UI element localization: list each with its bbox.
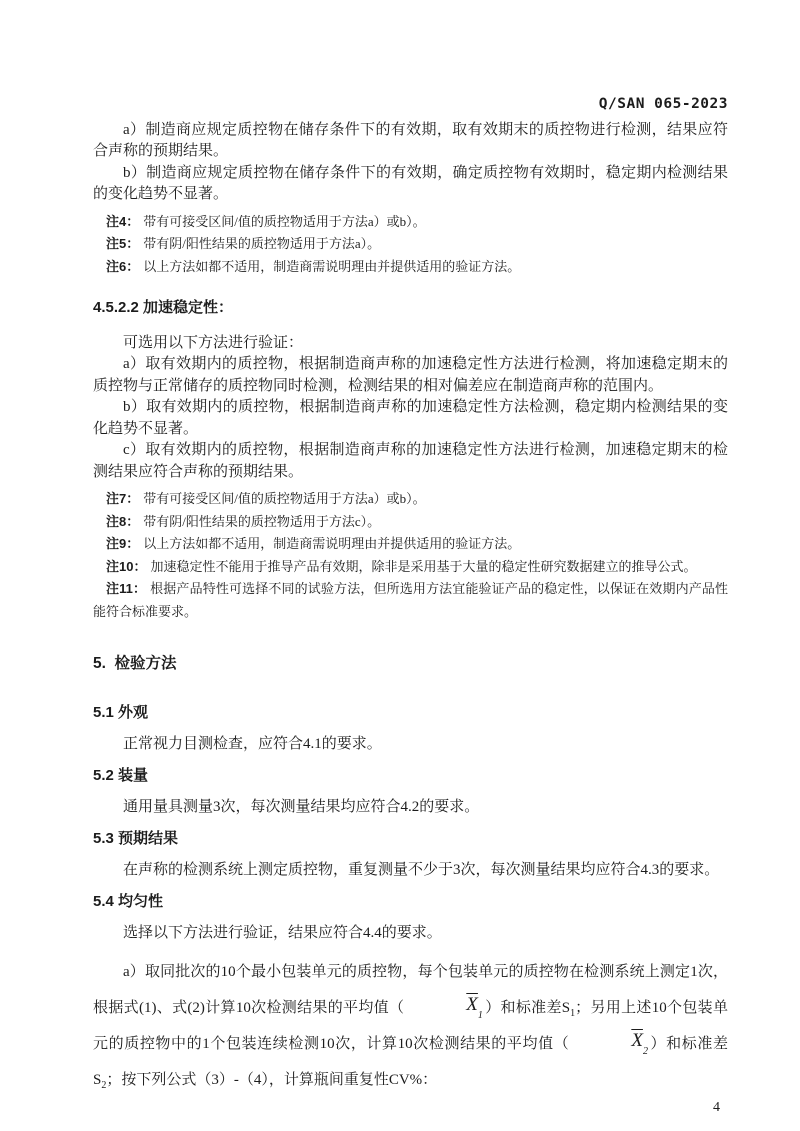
s2-subscript: 2 bbox=[101, 1079, 107, 1091]
note-9-text: 以上方法如都不适用，制造商需说明理由并提供适用的验证方法。 bbox=[143, 536, 521, 551]
paragraph-appearance: 正常视力目测检查，应符合4.1的要求。 bbox=[123, 736, 382, 752]
heading-volume: 5.2 装量 bbox=[93, 766, 149, 784]
note-7-label: 注7： bbox=[106, 491, 140, 506]
note-6-label: 注6： bbox=[106, 258, 140, 274]
note-6-text: 以上方法如都不适用，制造商需说明理由并提供适用的验证方法。 bbox=[143, 258, 521, 274]
paragraph-accelerated-item-a: a）取有效期内的质控物，根据制造商声称的加速稳定性方法进行检测，将加速稳定期末的质控物与正常储存的质控物同时检测，检测结果的相对偏差应在制造商声称的范围内。 bbox=[93, 356, 728, 394]
note-8 bbox=[93, 511, 728, 534]
note-6 bbox=[93, 256, 728, 279]
note-10-text: 加速稳定性不能用于推导产品有效期，除非是采用基于大量的稳定性研究数据建立的推导公式。 bbox=[150, 558, 697, 574]
method-a-text-4: ）和标准差S bbox=[93, 1035, 728, 1088]
xbar-2-symbol: $\overline{X}_2$ bbox=[631, 1029, 648, 1057]
note-7-text: 带有可接受区间/值的质控物适用于方法a）或b）。 bbox=[143, 491, 426, 506]
heading-homogeneity: 5.4 均匀性 bbox=[93, 892, 164, 910]
paragraph-homogeneity-method-a bbox=[93, 954, 728, 1098]
paragraph-homogeneity-intro: 选择以下方法进行验证，结果应符合4.4的要求。 bbox=[123, 925, 442, 941]
heading-inspection-methods: 5. 检验方法 bbox=[93, 655, 177, 672]
heading-accelerated-stability: 4.5.2.2 加速稳定性： bbox=[93, 299, 234, 316]
note-11-text: 根据产品特性可选择不同的试验方法，但所选用方法宜能验证产品的稳定性，以保证在效期内产品性能符合标准要求。 bbox=[93, 581, 728, 619]
note-4-text: 带有可接受区间/值的质控物适用于方法a）或b）。 bbox=[143, 213, 426, 229]
note-8-text: 带有阴/阳性结果的质控物适用于方法c）。 bbox=[143, 513, 381, 529]
note-7 bbox=[93, 488, 728, 511]
heading-expected-result: 5.3 预期结果 bbox=[93, 829, 179, 847]
paragraph-storage-item-a: a）制造商应规定质控物在储存条件下的有效期，取有效期末的质控物进行检测，结果应符合声称的预期结果。 bbox=[93, 121, 728, 159]
heading-appearance: 5.1 外观 bbox=[93, 703, 149, 721]
note-11-label: 注11： bbox=[106, 581, 147, 596]
method-a-text-5: ；按下列公式（3）-（4），计算瓶间重复性CV%： bbox=[106, 1071, 438, 1088]
note-4 bbox=[93, 211, 728, 234]
paragraph-accelerated-item-c: c）取有效期内的质控物，根据制造商声称的加速稳定性方法进行检测，加速稳定期末的检测结果应符合声称的预期结果。 bbox=[93, 442, 728, 480]
xbar-1-symbol: $\overline{X}_1$ bbox=[466, 993, 483, 1021]
note-10-label: 注10： bbox=[106, 558, 147, 574]
paragraph-accelerated-item-b: b）取有效期内的质控物，根据制造商声称的加速稳定性方法检测，稳定期内检测结果的变化趋势不显著。 bbox=[93, 399, 728, 437]
note-11 bbox=[93, 578, 728, 623]
accelerated-notes bbox=[93, 488, 728, 623]
note-4-label: 注4： bbox=[106, 213, 140, 229]
method-a-text-2: ）和标准差S bbox=[484, 999, 571, 1016]
note-5 bbox=[93, 233, 728, 256]
note-9-label: 注9： bbox=[106, 536, 140, 551]
note-5-text: 带有阴/阳性结果的质控物适用于方法a）。 bbox=[143, 236, 381, 251]
note-10 bbox=[93, 556, 728, 579]
paragraph-storage-item-b: b）制造商应规定质控物在储存条件下的有效期，确定质控物有效期时，稳定期内检测结果的变化趋势不显著。 bbox=[93, 164, 728, 202]
note-9 bbox=[93, 533, 728, 556]
note-8-label: 注8： bbox=[106, 513, 140, 529]
page-number: 4 bbox=[713, 1099, 720, 1115]
paragraph-volume: 通用量具测量3次，每次测量结果均应符合4.2的要求。 bbox=[123, 799, 480, 815]
method-a-text-3: ；另用上述10个包装单元的质控物中的1个包装连续检测10次，计算10次检测结果的平均值（ bbox=[93, 999, 728, 1052]
doc-number: Q/SAN 065-2023 bbox=[598, 96, 728, 112]
paragraph-expected-result: 在声称的检测系统上测定质控物，重复测量不少于3次，每次测量结果均应符合4.3的要求。 bbox=[123, 862, 720, 878]
storage-notes bbox=[93, 211, 728, 279]
method-a-text-1: a）取同批次的10个最小包装单元的质控物，每个包装单元的质控物在检测系统上测定1次，根据式(1)、式(2)计算10次检测结果的平均值（ bbox=[93, 963, 728, 1016]
s1-subscript: 1 bbox=[570, 1007, 576, 1019]
note-5-label: 注5： bbox=[106, 236, 140, 251]
paragraph-accelerated-intro: 可选用以下方法进行验证： bbox=[123, 334, 304, 351]
